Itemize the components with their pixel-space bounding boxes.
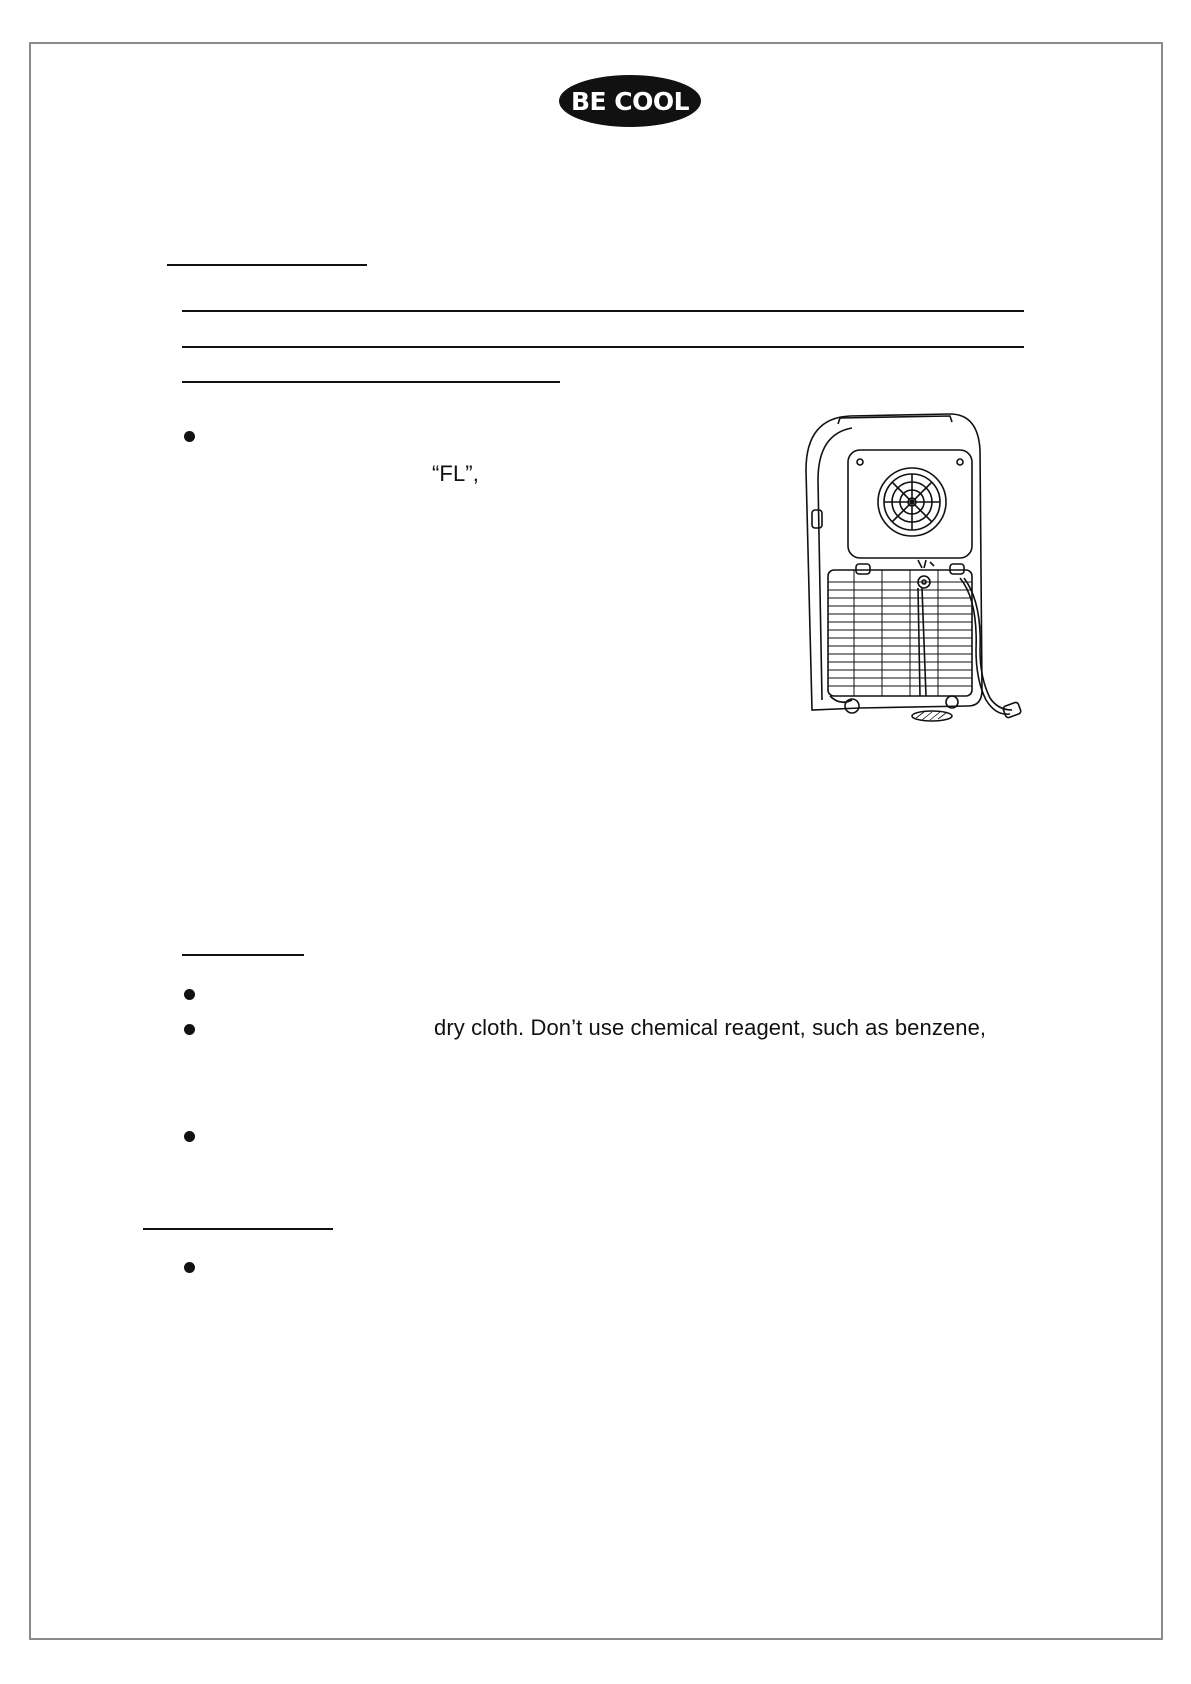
air-conditioner-rear-view-icon	[800, 410, 1030, 735]
list-bullet	[184, 1131, 195, 1142]
paragraph-underline	[182, 346, 1024, 348]
brand-logo	[558, 74, 702, 128]
section-heading-underline	[182, 954, 304, 956]
paragraph-underline	[182, 381, 560, 383]
page-border	[29, 42, 1163, 1640]
list-bullet	[184, 431, 195, 442]
list-bullet	[184, 1024, 195, 1035]
list-bullet	[184, 989, 195, 1000]
cleaning-instruction-text: dry cloth. Don’t use chemical reagent, such as benzene,	[434, 1015, 987, 1040]
fault-code-text: “FL”,	[432, 461, 479, 486]
section-heading-underline	[143, 1228, 333, 1230]
paragraph-underline	[182, 310, 1024, 312]
section-heading-underline	[167, 264, 367, 266]
list-bullet	[184, 1262, 195, 1273]
svg-text:BE COOL: BE COOL	[570, 87, 690, 116]
